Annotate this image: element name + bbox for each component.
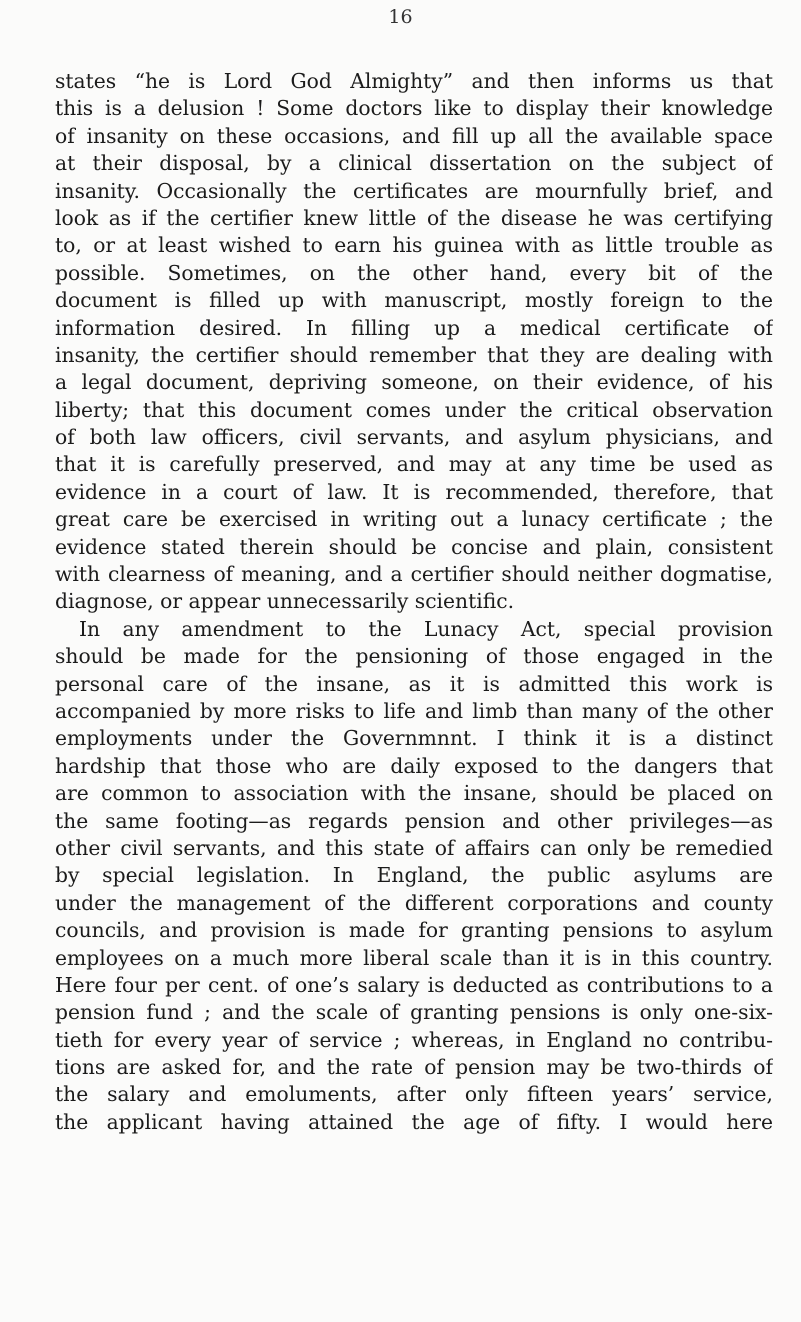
text-line: look as if the certifier knew little of the disease he was certifying xyxy=(55,205,773,230)
text-line: councils, and provision is made for granting pensions to asylum xyxy=(55,918,773,943)
text-line: tions are asked for, and the rate of pension may be two-thirds of xyxy=(55,1055,773,1080)
text-line: insanity. Occasionally the certificates are mournfully brief, and xyxy=(55,178,773,203)
page-number: 16 xyxy=(388,6,413,28)
text-line: evidence in a court of law. It is recommended, therefore, that xyxy=(55,479,773,504)
text-line: this is a delusion ! Some doctors like to display their knowledge xyxy=(55,96,773,121)
body-text xyxy=(55,68,773,1136)
text-line: tieth for every year of service ; whereas, in England no contribu- xyxy=(55,1027,773,1052)
text-line: great care be exercised in writing out a lunacy certificate ; the xyxy=(55,507,773,532)
text-line: employees on a much more liberal scale than it is in this country. xyxy=(55,945,773,970)
text-line: insanity, the certifier should remember that they are dealing with xyxy=(55,342,773,367)
text-line: diagnose, or appear unnecessarily scientific. xyxy=(55,589,515,614)
text-line: pension fund ; and the scale of granting pensions is only one-six- xyxy=(55,1000,773,1025)
text-line: evidence stated therein should be concise and plain, consistent xyxy=(55,534,773,559)
text-line: at their disposal, by a clinical dissertation on the subject of xyxy=(55,151,773,176)
text-line: the same footing—as regards pension and other privileges—as xyxy=(55,808,773,833)
text-line: employments under the Governmnnt. I think it is a distinct xyxy=(55,726,773,751)
text-line: information desired. In filling up a medical certificate of xyxy=(55,315,773,340)
text-line: document is filled up with manuscript, mostly foreign to the xyxy=(55,288,773,313)
text-line: Here four per cent. of one’s salary is deducted as contributions to a xyxy=(55,972,773,997)
text-line: the applicant having attained the age of fifty. I would here xyxy=(55,1109,773,1134)
text-line: should be made for the pensioning of those engaged in the xyxy=(55,644,773,669)
text-line: accompanied by more risks to life and limb than many of the other xyxy=(55,698,773,723)
text-line: of both law officers, civil servants, and asylum physicians, and xyxy=(55,425,773,450)
text-line: that it is carefully preserved, and may at any time be used as xyxy=(55,452,773,477)
text-line: other civil servants, and this state of affairs can only be remedied xyxy=(55,835,773,860)
text-line: possible. Sometimes, on the other hand, every bit of the xyxy=(55,260,773,285)
text-line: personal care of the insane, as it is admitted this work is xyxy=(55,671,773,696)
text-line: In any amendment to the Lunacy Act, special provision xyxy=(79,616,773,641)
text-line: to, or at least wished to earn his guinea with as little trouble as xyxy=(55,233,773,258)
text-line: with clearness of meaning, and a certifier should neither dogmatise, xyxy=(55,562,773,587)
text-line: states “he is Lord God Almighty” and then informs us that xyxy=(55,69,773,93)
text-line: are common to association with the insane, should be placed on xyxy=(55,781,773,806)
text-line: under the management of the different corporations and county xyxy=(55,890,773,915)
text-line: hardship that those who are daily exposed to the dangers that xyxy=(55,753,773,778)
text-line: the salary and emoluments, after only fifteen years’ service, xyxy=(55,1082,773,1107)
text-line: of insanity on these occasions, and fill up all the available space xyxy=(55,123,773,148)
text-line: liberty; that this document comes under the critical observation xyxy=(55,397,773,422)
text-line: a legal document, depriving someone, on their evidence, of his xyxy=(55,370,773,395)
text-line: by special legislation. In England, the public asylums are xyxy=(55,863,773,888)
